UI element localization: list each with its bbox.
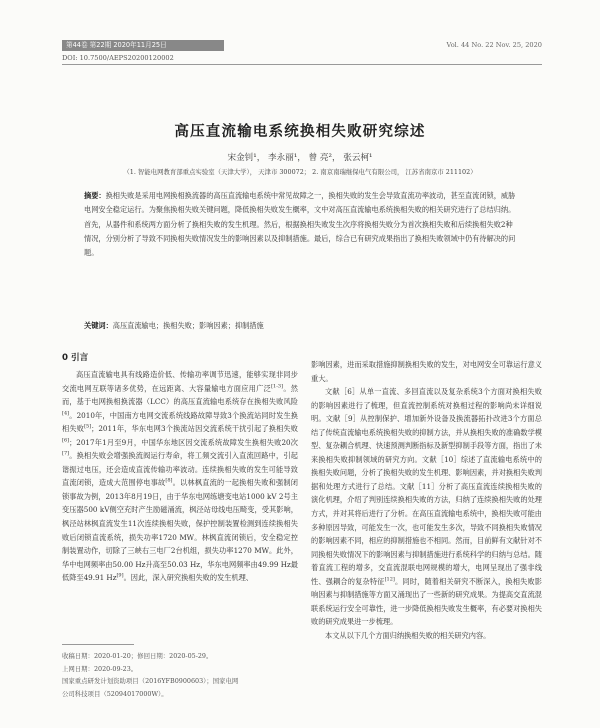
body-text-segment: 。2010年，中国南方电网交流系统线路故障导致3个换流站同时发生换相失败 bbox=[62, 410, 298, 434]
citation: [4] bbox=[62, 410, 70, 417]
header-rule bbox=[62, 64, 542, 65]
citation: [7] bbox=[62, 450, 70, 457]
right-column bbox=[311, 358, 542, 642]
literature-review-paragraph bbox=[311, 385, 542, 629]
body-text-segment: 。以林枫直流的一起换相失败和强制闭锁事故为例，2013年8月19日，由于华东电网练塘变电站1000 kV 2号主变压器500 kV侧空充时产生励磁涌流，枫泾站母线电压畸变，受其影响，枫泾站林枫直流发生11次连续换相失败，保护控制装置检测到连续换相失败后闭锁直流系统，损失功率1720 MW。林枫直流闭锁后，安全稳定控制装置动作，切除了三峡右三电厂2台机组，损失功率1270 MW。此外，华中电网频率由50.00 Hz升高至50.03 Hz，华东电网频率由49.99 Hz最低降至49.91 Hz bbox=[62, 478, 298, 583]
abstract-text: 换相失败是采用电网换相换流器的高压直流输电系统中常见故障之一，换相失败的发生会导致直流功率波动，甚至直流闭锁，威胁电网安全稳定运行。为聚焦换相失败关键问题，降低换相失败发生概率，文中对高压直流输电系统换相失败的相关研究进行了总结归纳。首先，从器件和系统两方面分析了换相失败的发生机理。然后，根据换相失败发生次序将换相失败分为首次换相失败和后续换相失败2种情况，分别分析了导致不同换相失败情况发生的影响因素以及抑制措施。最后，综合已有研究成果指出了换相失败领域中仍有待解决的问题。 bbox=[84, 191, 516, 258]
footnote-received-date: 收稿日期：2020-01-20；修回日期：2020-05-29。 bbox=[62, 652, 213, 660]
abstract bbox=[84, 189, 516, 260]
citation: [8] bbox=[165, 477, 173, 484]
body-text-segment: 。换相失败会增强换流阀运行寿命，将工频交流引入直流回路中，引起谐振过电压，还会造成直流传输功率波动。连续换相失败的发生可能导致直流闭锁，造成大范围停电事故 bbox=[62, 451, 298, 488]
footnotes bbox=[62, 650, 298, 700]
abstract-label: 摘要： bbox=[84, 191, 106, 200]
body-text-segment: 高压直流输电具有线路造价低、传输功率调节迅速，能够实现非同步交流电网互联等诸多优势，在远距离、大容量输电方面应用广泛 bbox=[62, 370, 298, 393]
volume-info: Vol. 44 No. 22 Nov. 25, 2020 bbox=[446, 41, 542, 49]
body-text-segment: 文献［6］从单一直流、多回直流以及复杂系统3个方面对换相失败的影响因素进行了梳理，但直流控制系统对换相过程的影响尚未详细说明。文献［9］从控制保护、增加新外设备及换流器拓扑改进3个方面总结了传统直流输电系统换相失败的抑制方法，并从换相失败的准确数学模型、复杂耦合机理、快速预测判断指标及新型抑制手段等方面，指出了未来换相失败抑制领域的研究方向。文献［10］综述了直流输电系统中的换相失败问题，分析了换相失败的发生机理、影响因素，并对换相失败判据和处理方式进行了总结。文献［11］分析了高压直流连续换相失败的演化机理，介绍了判别连续换相失败的方法，归纳了连续换相失败的处理方式，并对其将后进行了分析。在高压直流输电系统中，换相失败可能由多种原因导致，可能发生一次，也可能发生多次，导致不同换相失败情况的影响因素不同，相应的抑制措施也不相同。然而，目前鲜有文献针对不同换相失败情况下的影响因素与抑制措施进行系统科学的归纳与总结。随着直流工程的增多，交直流混联电网规模的增大，电网呈现出了强非线性、强耦合的复杂特征 bbox=[311, 387, 542, 586]
body-text-segment: ；2011年，华东电网3个换流站因交流系统干扰引起了换相失败 bbox=[91, 424, 298, 434]
citation: [12] bbox=[384, 576, 395, 583]
outline-paragraph: 本文从以下几个方面归纳换相失败的相关研究内容。 bbox=[325, 630, 491, 640]
journal-issue-tag: 第44卷 第22期 2020年11月25日 bbox=[62, 40, 224, 51]
keywords bbox=[84, 319, 516, 333]
running-header bbox=[62, 40, 542, 64]
citation: [9] bbox=[116, 572, 124, 579]
affiliations: （1. 智能电网教育部重点实验室（天津大学）， 天津市 300072； 2. 南京南瑞继保电气有限公司， 江苏省南京市 211102） bbox=[123, 168, 477, 176]
keywords-text: 高压直流输电；换相失败；影响因素；抑制措施 bbox=[112, 321, 264, 330]
footnote-funding-cont: 公司科技项目（52094017000W）。 bbox=[62, 689, 168, 698]
body-text-segment: 。同时，随着相关研究不断深入，换相失败影响因素与抑制措施等方面又涌现出了一些新的研究成果。为提高交直流混联系统运行安全可靠性，进一步降低换相失败发生概率，有必要对换相失败的研究成果进一步梳理。 bbox=[311, 576, 542, 627]
footnote-rule bbox=[62, 644, 134, 645]
body-text-segment: 。然而，基于电网换相换流器（LCC）的高压直流输电系统存在换相失败风险 bbox=[62, 383, 298, 407]
citation: [1-3] bbox=[271, 383, 284, 390]
citation: [5] bbox=[84, 423, 92, 430]
body-text-segment: ；2017年1月至9月，中国华东地区因交流系统故障发生换相失败20次 bbox=[69, 437, 298, 447]
left-column bbox=[62, 348, 298, 585]
author-list: 宋金钊¹， 李永丽¹， 曾 亮²， 张云柯¹ bbox=[227, 153, 373, 163]
continued-paragraph: 影响因素，进而采取措施抑制换相失败的发生，对电网安全可靠运行意义重大。 bbox=[311, 360, 542, 383]
intro-paragraph bbox=[62, 368, 298, 585]
keywords-label: 关键词： bbox=[84, 321, 113, 330]
citation: [6] bbox=[62, 437, 70, 444]
section-heading-introduction: 0 引言 bbox=[62, 353, 89, 363]
footnote-online-date: 上网日期：2020-09-23。 bbox=[62, 664, 138, 673]
footnote-funding: 国家重点研发计划资助项目（2016YFB0900603）；国家电网 bbox=[62, 677, 239, 686]
paper-title: 高压直流输电系统换相失败研究综述 bbox=[174, 124, 426, 140]
body-text-segment: 。因此，深入研究换相失败的发生机理、 bbox=[123, 573, 253, 583]
doi: DOI: 10.7500/AEPS20200120002 bbox=[62, 54, 174, 62]
